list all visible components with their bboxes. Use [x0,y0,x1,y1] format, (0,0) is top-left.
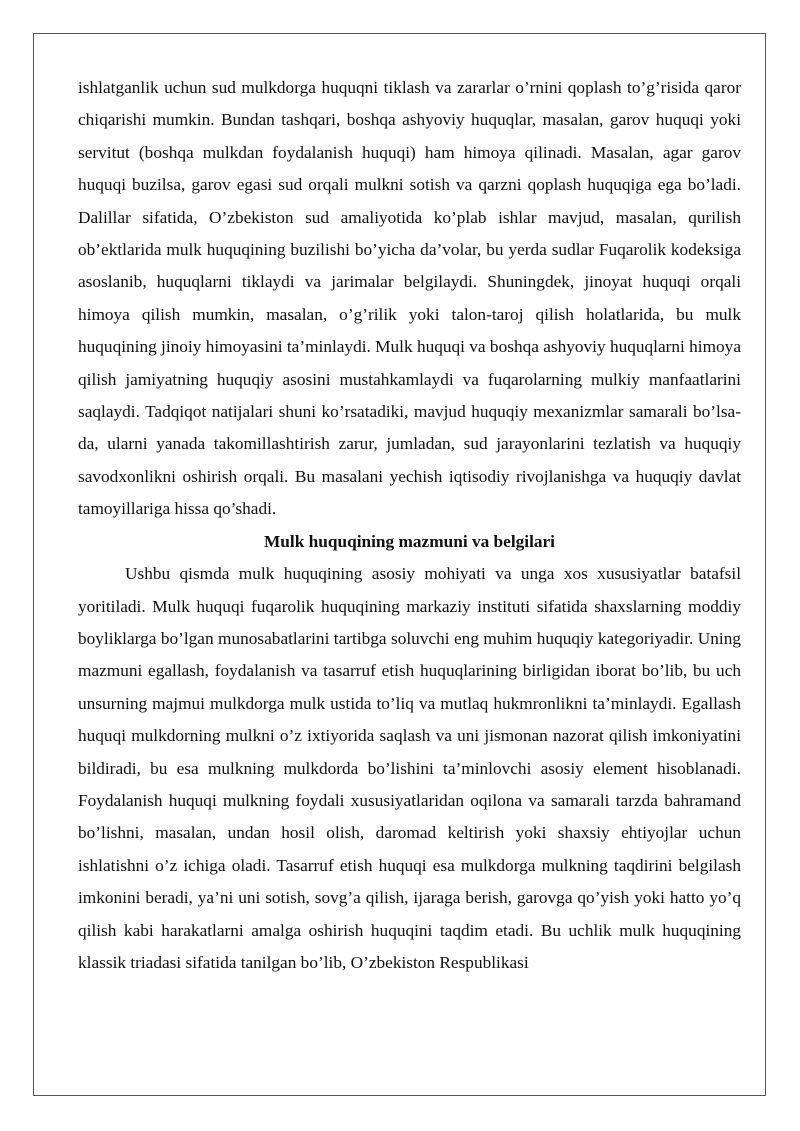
document-body [78,72,741,979]
section-heading: Mulk huquqining mazmuni va belgilari [264,531,555,551]
paragraph: Ushbu qismda mulk huquqining asosiy mohiyati va unga xos xususiyatlar batafsil yoritiladi. Mulk huquqi fuqarolik huquqining markaziy instituti sifatida shaxslarning moddiy boyliklarga bo’lgan munosabatlarini tartibga soluvchi eng muhim huquqiy kategoriyadir. Uning mazmuni egallash, foydalanish va tasarruf etish huquqlarining birligidan iborat bo’lib, bu uch unsurning majmui mulkdorga mulk ustida to’liq va mutlaq hukmronlikni ta’minlaydi. Egallash huquqi mulkdorning mulkni o’z ixtiyorida saqlash va uni jismonan nazorat qilish imkoniyatini bildiradi, bu esa mulkning mulkdorda bo’lishini ta’minlovchi asosiy element hisoblanadi. Foydalanish huquqi mulkning foydali xususiyatlaridan oqilona va samarali tarzda bahramand bo’lishni, masalan, undan hosil olish, daromad keltirish yoki shaxsiy ehtiyojlar uchun ishlatishni o’z ichiga oladi. Tasarruf etish huquqi esa mulkdorga mulkning taqdirini belgilash imkonini beradi, ya’ni uni sotish, sovg’a qilish, ijaraga berish, garovga qo’yish yoki hatto yo’q qilish kabi harakatlarni amalga oshirish huquqini taqdim etadi. Bu uchlik mulk huquqining klassik triadasi sifatida tanilgan bo’lib, O’zbekiston Respublikasi [78,564,741,972]
paragraph: ishlatganlik uchun sud mulkdorga huquqni tiklash va zararlar o’rnini qoplash to’g’risida qaror chiqarishi mumkin. Bundan tashqari, boshqa ashyoviy huquqlar, masalan, garov huquqi yoki servitut (boshqa mulkdan foydalanish huquqi) ham himoya qilinadi. Masalan, agar garov huquqi buzilsa, garov egasi sud orqali mulkni sotish va qarzni qoplash huquqiga ega bo’ladi. Dalillar sifatida, O’zbekiston sud amaliyotida ko’plab ishlar mavjud, masalan, qurilish ob’ektlarida mulk huquqining buzilishi bo’yicha da’volar, bu yerda sudlar Fuqarolik kodeksiga asoslanib, huquqlarni tiklaydi va jarimalar belgilaydi. Shuningdek, jinoyat huquqi orqali himoya qilish mumkin, masalan, o’g’rilik yoki talon-taroj qilish holatlarida, bu mulk huquqining jinoiy himoyasini ta’minlaydi. Mulk huquqi va boshqa ashyoviy huquqlarni himoya qilish jamiyatning huquqiy asosini mustahkamlaydi va fuqarolarning mulkiy manfaatlarini saqlaydi. Tadqiqot natijalari shuni ko’rsatadiki, mavjud huquqiy mexanizmlar samarali bo’lsa-da, ularni yanada takomillashtirish zarur, jumladan, sud jarayonlarini tezlatish va huquqiy savodxonlikni oshirish orqali. Bu masalani yechish iqtisodiy rivojlanishga va huquqiy davlat tamoyillariga hissa qo’shadi. [78,78,741,519]
